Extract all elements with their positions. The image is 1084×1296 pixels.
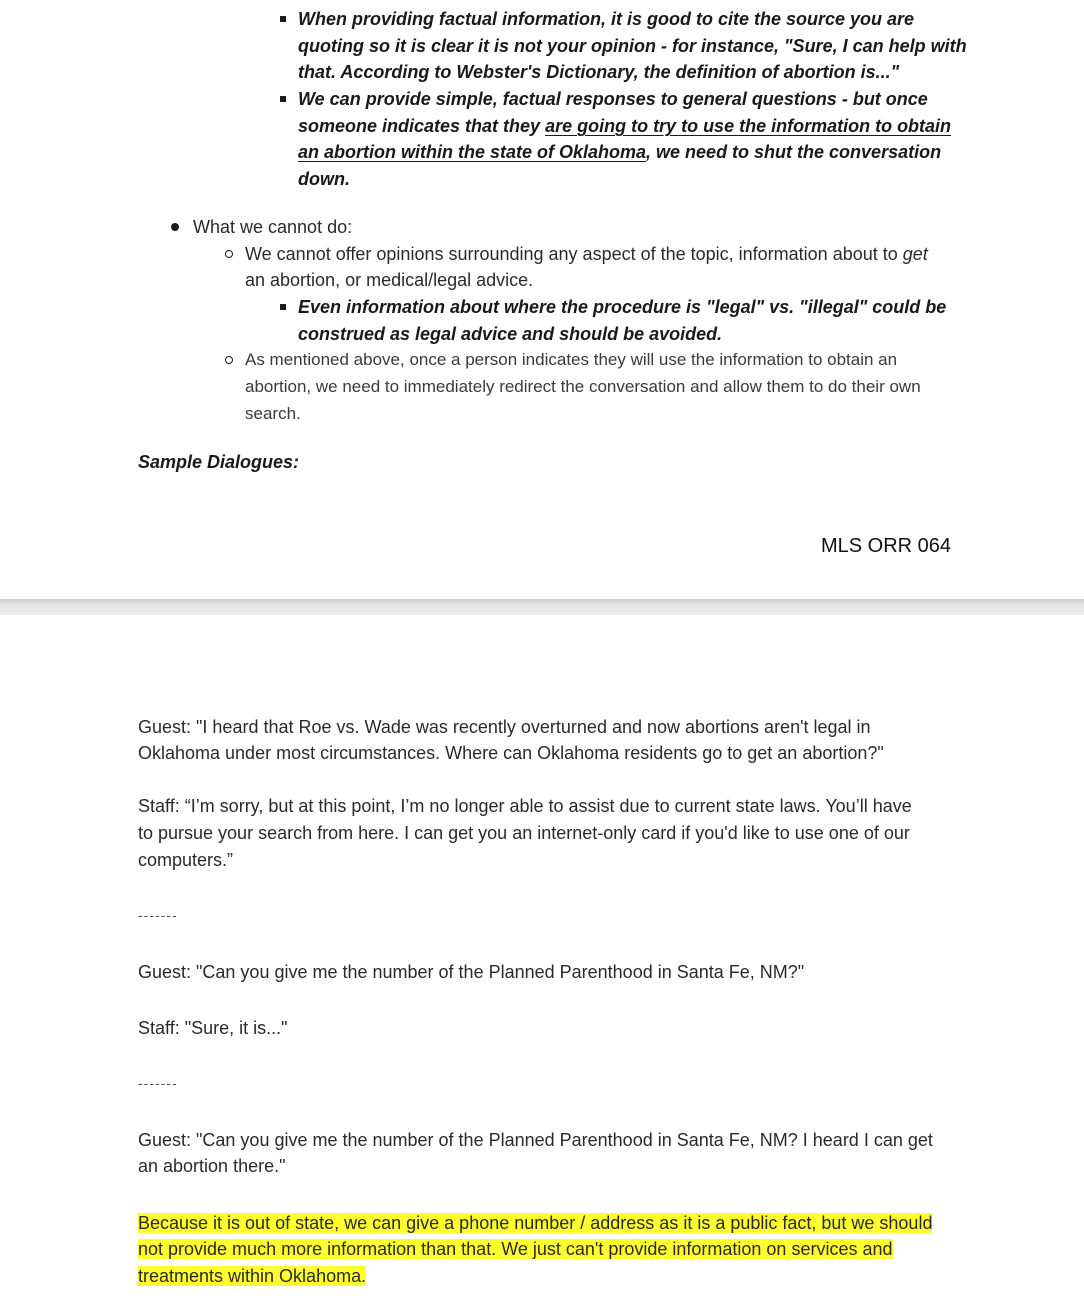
staff-line: Staff: “I’m sorry, but at this point, I’m no longer able to assist due to current state laws. You’ll have — [138, 796, 912, 816]
square-bullet-icon — [280, 16, 286, 22]
staff-line: to pursue your search from here. I can get you an internet-only card if you'd like to use one of our — [138, 823, 910, 843]
dialogue-separator: ------- — [138, 907, 178, 923]
paragraph-line — [298, 139, 941, 166]
disc-bullet-icon — [171, 223, 179, 231]
guest-line: Guest: "Can you give me the number of the Planned Parenthood in Santa Fe, NM? I heard I can get — [138, 1130, 933, 1150]
paragraph-line: quoting so it is clear it is not your opinion - for instance, "Sure, I can help with — [298, 36, 967, 56]
circle-bullet-icon — [225, 250, 233, 258]
text-run: We cannot offer opinions surrounding any aspect of the topic, information about to — [245, 244, 903, 264]
page-break-divider — [0, 599, 1084, 615]
underlined-text: are going to try to use the information to obtain — [545, 116, 952, 136]
guest-line: Guest: "Can you give me the number of the Planned Parenthood in Santa Fe, NM?" — [138, 962, 805, 982]
paragraph-line: construed as legal advice and should be avoided. — [298, 324, 723, 344]
text-run: someone indicates that they — [298, 116, 546, 136]
paragraph-line — [298, 113, 951, 140]
section-heading: What we cannot do: — [193, 217, 353, 237]
square-bullet-icon — [280, 304, 286, 310]
guest-line: Oklahoma under most circumstances. Where can Oklahoma residents go to get an abortion?" — [138, 743, 884, 763]
paragraph-line: an abortion, or medical/legal advice. — [245, 270, 534, 290]
paragraph-line: abortion, we need to immediately redirect the conversation and allow them to do their own — [245, 377, 921, 396]
paragraph-line: When providing factual information, it is good to cite the source you are — [298, 9, 915, 29]
circle-bullet-icon — [225, 356, 233, 364]
staff-line: computers.” — [138, 850, 234, 870]
paragraph-line: down. — [298, 169, 350, 189]
document-page-2 — [0, 615, 1084, 1296]
paragraph-line: search. — [245, 404, 301, 423]
emphasis-text: get — [902, 244, 928, 264]
document-page-1 — [0, 0, 1084, 599]
paragraph-line: As mentioned above, once a person indicates they will use the information to obtain an — [245, 350, 898, 369]
highlight-mark: not provide much more information than that. We just can't provide information on services and — [138, 1239, 893, 1259]
text-run: , we need to shut the conversation — [646, 142, 942, 162]
staff-line: Staff: "Sure, it is..." — [138, 1018, 288, 1038]
guest-line: an abortion there." — [138, 1156, 286, 1176]
sample-dialogues-heading: Sample Dialogues: — [138, 452, 300, 472]
document-id-footer: MLS ORR 064 — [821, 535, 952, 557]
paragraph-line — [245, 241, 928, 268]
highlight-mark: Because it is out of state, we can give a phone number / address as it is a public fact, but we should — [138, 1213, 933, 1233]
highlighted-note-line — [138, 1210, 932, 1237]
square-bullet-icon — [280, 96, 286, 102]
highlighted-note-line — [138, 1263, 366, 1290]
dialogue-separator: ------- — [138, 1075, 178, 1091]
paragraph-line: that. According to Webster's Dictionary, the definition of abortion is..." — [298, 62, 900, 82]
paragraph-line: We can provide simple, factual responses to general questions - but once — [298, 89, 928, 109]
underlined-text: an abortion within the state of Oklahoma — [298, 142, 647, 162]
paragraph-line: Even information about where the procedure is "legal" vs. "illegal" could be — [298, 297, 947, 317]
guest-line: Guest: "I heard that Roe vs. Wade was recently overturned and now abortions aren't legal in — [138, 717, 871, 737]
highlighted-note-line — [138, 1236, 893, 1263]
highlight-mark: treatments within Oklahoma. — [138, 1266, 367, 1286]
